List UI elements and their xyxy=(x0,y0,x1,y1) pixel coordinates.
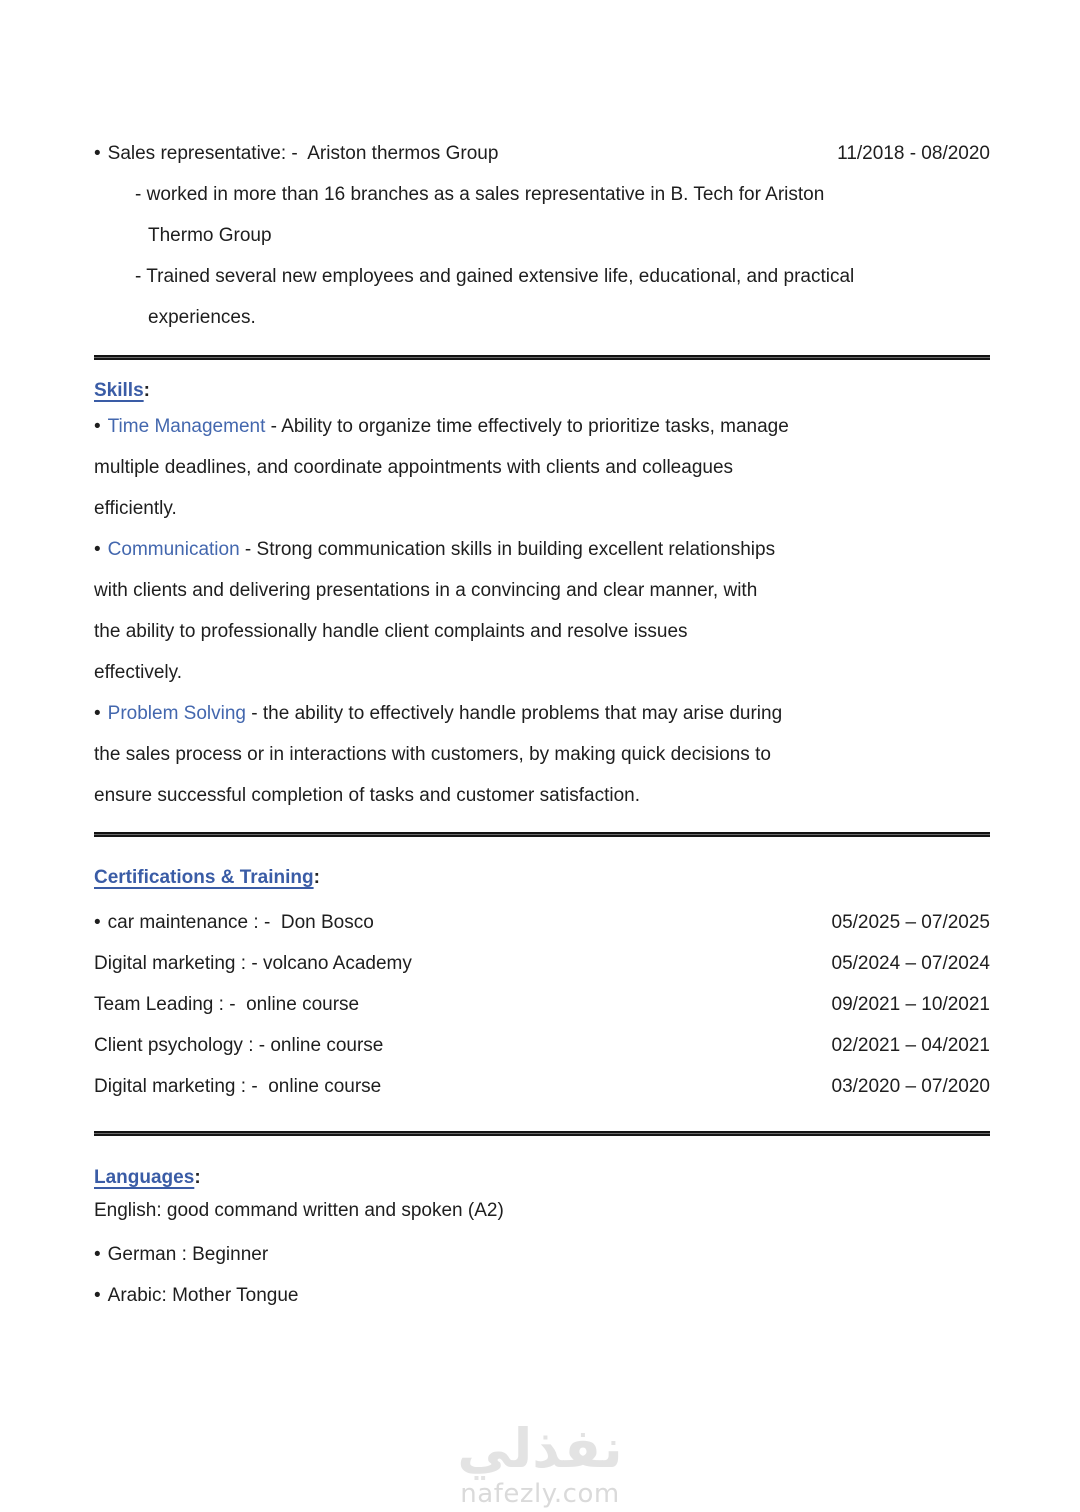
certifications-heading-label: Certifications & Training xyxy=(94,867,314,888)
bullet-glyph: • xyxy=(94,1285,101,1306)
skill-item-first-line xyxy=(94,693,990,734)
skill-description-line: the ability to professionally handle client complaints and resolve issues xyxy=(94,621,688,642)
skill-description-line: the sales process or in interactions with customers, by making quick decisions to xyxy=(94,744,771,765)
certification-row xyxy=(94,902,990,943)
bullet-glyph: • xyxy=(94,912,101,933)
languages-section xyxy=(94,1162,990,1316)
skills-section xyxy=(94,375,990,816)
skill-description: - the ability to effectively handle problems that may arise during xyxy=(246,703,783,724)
skill-description-line: effectively. xyxy=(94,662,183,683)
nafezly-watermark xyxy=(0,1418,1080,1508)
certification-name: Digital marketing : - online course xyxy=(94,1076,382,1097)
certification-name: Team Leading : - online course xyxy=(94,994,360,1015)
skill-description-line: multiple deadlines, and coordinate appointments with clients and colleagues xyxy=(94,457,734,478)
certification-row xyxy=(94,984,990,1025)
skill-item-first-line xyxy=(94,406,990,447)
section-divider xyxy=(94,355,990,360)
skills-heading-colon: : xyxy=(143,380,150,401)
language-item-text: German : Beginner xyxy=(107,1244,269,1265)
bullet-glyph: • xyxy=(94,143,101,164)
bullet-glyph: • xyxy=(94,1244,101,1265)
bullet-glyph: • xyxy=(94,539,101,560)
skill-description-line: ensure successful completion of tasks and customer satisfaction. xyxy=(94,785,640,806)
nafezly-site-url: nafezly.com xyxy=(460,1479,620,1509)
certification-date: 05/2024 – 07/2024 xyxy=(831,953,990,974)
certifications-list xyxy=(94,902,990,1107)
skill-description-line: with clients and delivering presentations in a convincing and clear manner, with xyxy=(94,580,758,601)
experience-title-text: Sales representative: - Ariston thermos Group xyxy=(107,143,499,164)
nafezly-logo-arabic: نفذلي xyxy=(457,1417,623,1480)
certification-date: 05/2025 – 07/2025 xyxy=(831,912,990,933)
section-divider xyxy=(94,1131,990,1136)
language-english-line: English: good command written and spoken (A2) xyxy=(94,1200,504,1221)
certifications-section xyxy=(94,862,990,1107)
language-item xyxy=(94,1275,990,1316)
skills-list xyxy=(94,406,990,816)
certifications-heading xyxy=(94,862,990,893)
skill-description: - Strong communication skills in building excellent relationships xyxy=(239,539,776,560)
experience-date-range: 11/2018 - 08/2020 xyxy=(837,143,990,164)
certification-row xyxy=(94,1025,990,1066)
bullet-glyph: • xyxy=(94,703,101,724)
languages-heading-label: Languages xyxy=(94,1167,195,1188)
certification-date: 03/2020 – 07/2020 xyxy=(831,1076,990,1097)
bullet-glyph: • xyxy=(94,416,101,437)
resume-content xyxy=(94,133,990,1316)
skill-term: Communication xyxy=(107,539,240,560)
language-item xyxy=(94,1234,990,1275)
experience-detail-line: - worked in more than 16 branches as a sales representative in B. Tech for Ariston xyxy=(135,184,825,205)
languages-heading xyxy=(94,1162,990,1193)
skill-description: - Ability to organize time effectively to prioritize tasks, manage xyxy=(265,416,789,437)
languages-heading-colon: : xyxy=(194,1167,201,1188)
certification-name xyxy=(94,902,374,943)
experience-detail-line: experiences. xyxy=(148,307,256,328)
experience-title xyxy=(94,133,498,174)
certification-row xyxy=(94,1066,990,1107)
certification-date: 09/2021 – 10/2021 xyxy=(831,994,990,1015)
experience-header-row xyxy=(94,133,990,174)
skill-term: Problem Solving xyxy=(107,703,246,724)
certifications-heading-colon: : xyxy=(313,867,320,888)
skill-term: Time Management xyxy=(107,416,266,437)
certification-row xyxy=(94,943,990,984)
certification-name: Digital marketing : - volcano Academy xyxy=(94,953,412,974)
language-item-text: Arabic: Mother Tongue xyxy=(107,1285,299,1306)
certification-name-text: car maintenance : - Don Bosco xyxy=(107,912,374,933)
skill-item-first-line xyxy=(94,529,990,570)
skill-description-line: efficiently. xyxy=(94,498,177,519)
section-divider xyxy=(94,832,990,837)
certification-name: Client psychology : - online course xyxy=(94,1035,384,1056)
skills-heading xyxy=(94,375,990,406)
experience-section xyxy=(94,133,990,338)
experience-detail-line: - Trained several new employees and gained extensive life, educational, and practical xyxy=(135,266,855,287)
skills-heading-label: Skills xyxy=(94,380,144,401)
certification-date: 02/2021 – 04/2021 xyxy=(831,1035,990,1056)
experience-detail-line: Thermo Group xyxy=(148,225,272,246)
